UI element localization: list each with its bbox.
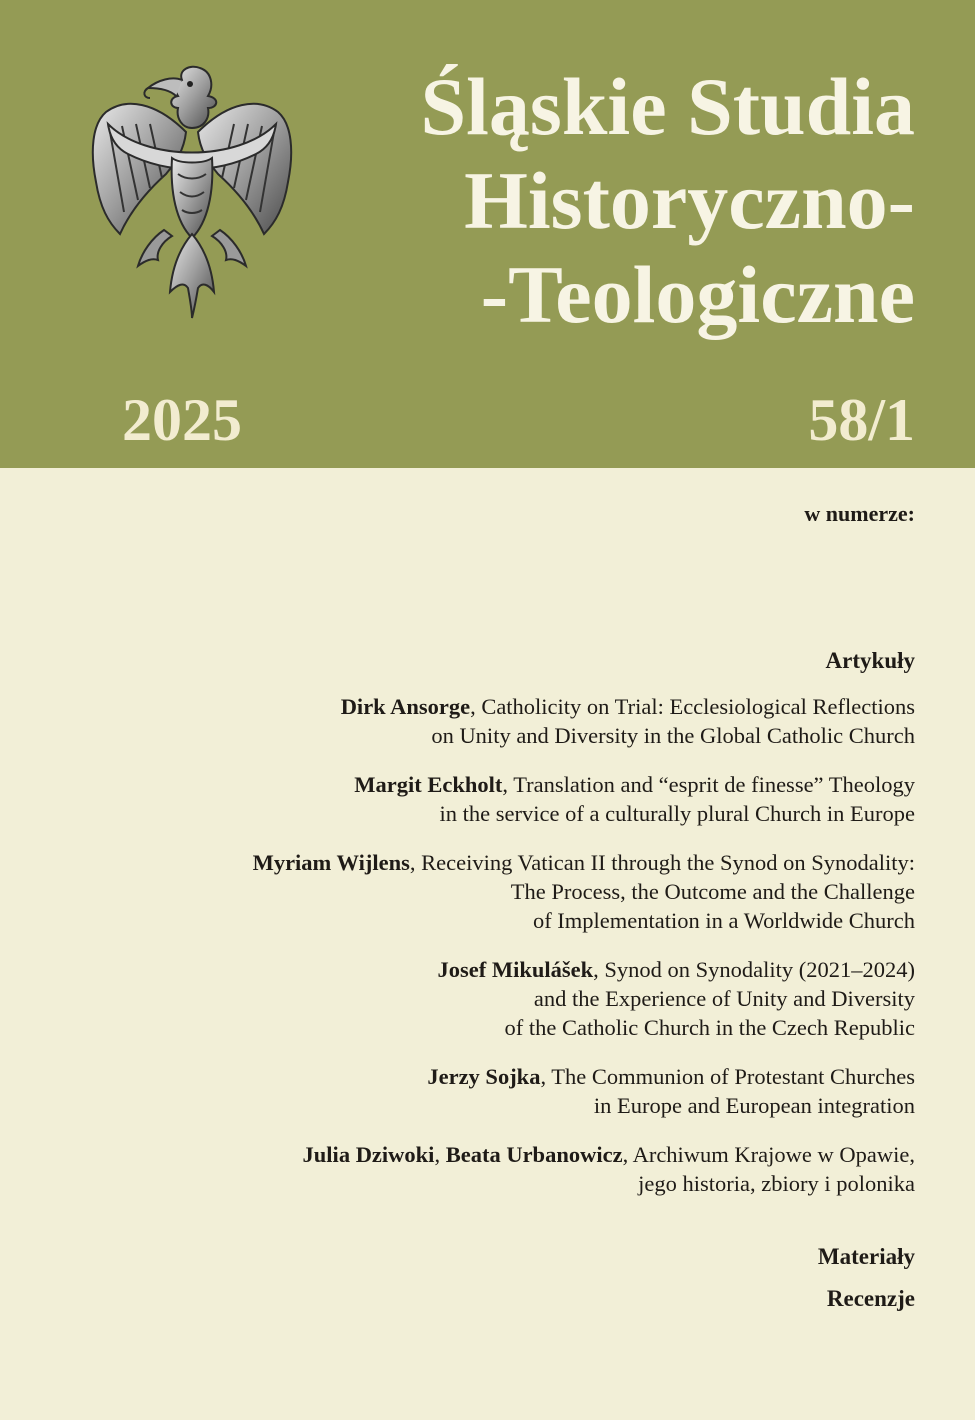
article-title-line: of Implementation in a Worldwide Church bbox=[532, 908, 915, 933]
list-item bbox=[40, 1140, 915, 1198]
article-title-start: , The Communion of Protestant Churches bbox=[540, 1064, 915, 1089]
article-title-start: , Archiwum Krajowe w Opawie, bbox=[622, 1142, 915, 1167]
cover-header bbox=[0, 0, 975, 468]
article-title-line: of the Catholic Church in the Czech Republic bbox=[504, 1015, 915, 1040]
list-item bbox=[40, 955, 915, 1042]
journal-title-line-1: Śląskie Studia bbox=[420, 61, 915, 152]
list-item bbox=[40, 1062, 915, 1120]
author-separator: , bbox=[434, 1142, 446, 1167]
list-item bbox=[40, 848, 915, 935]
section-heading-materials: Materiały bbox=[817, 1244, 915, 1269]
article-list bbox=[40, 692, 915, 1218]
article-author: Myriam Wijlens bbox=[252, 850, 410, 875]
journal-title-line-3: -Teologiczne bbox=[480, 249, 915, 340]
article-title-line: on Unity and Diversity in the Global Catholic Church bbox=[431, 723, 915, 748]
list-item bbox=[40, 692, 915, 750]
article-author: Julia Dziwoki bbox=[302, 1142, 435, 1167]
article-author: Margit Eckholt bbox=[354, 772, 503, 797]
journal-title bbox=[315, 60, 915, 342]
article-title-line: and the Experience of Unity and Diversity bbox=[533, 986, 915, 1011]
journal-title-line-2: Historyczno- bbox=[464, 155, 915, 246]
section-heading-reviews: Recenzje bbox=[826, 1286, 915, 1311]
article-author-2: Beata Urbanowicz bbox=[445, 1142, 623, 1167]
contents-heading: w numerze: bbox=[804, 501, 915, 526]
issue-number: 58/1 bbox=[808, 387, 915, 453]
article-title-start: , Translation and “esprit de finesse” Theology bbox=[502, 772, 915, 797]
silesian-eagle-emblem-icon bbox=[86, 62, 298, 320]
article-author: Jerzy Sojka bbox=[427, 1064, 541, 1089]
article-author: Josef Mikulášek bbox=[437, 957, 594, 982]
article-title-line: in the service of a culturally plural Church in Europe bbox=[439, 801, 915, 826]
article-title-line: jego historia, zbiory i polonika bbox=[638, 1171, 915, 1196]
article-title-start: , Receiving Vatican II through the Synod on Synodality: bbox=[409, 850, 915, 875]
publication-year: 2025 bbox=[122, 387, 242, 453]
article-title-start: , Synod on Synodality (2021–2024) bbox=[593, 957, 915, 982]
article-title-start: , Catholicity on Trial: Ecclesiological Reflections bbox=[470, 694, 915, 719]
article-title-line: in Europe and European integration bbox=[593, 1093, 915, 1118]
list-item bbox=[40, 770, 915, 828]
article-author: Dirk Ansorge bbox=[340, 694, 471, 719]
article-title-line: The Process, the Outcome and the Challenge bbox=[510, 879, 915, 904]
section-heading-articles: Artykuły bbox=[825, 648, 915, 673]
